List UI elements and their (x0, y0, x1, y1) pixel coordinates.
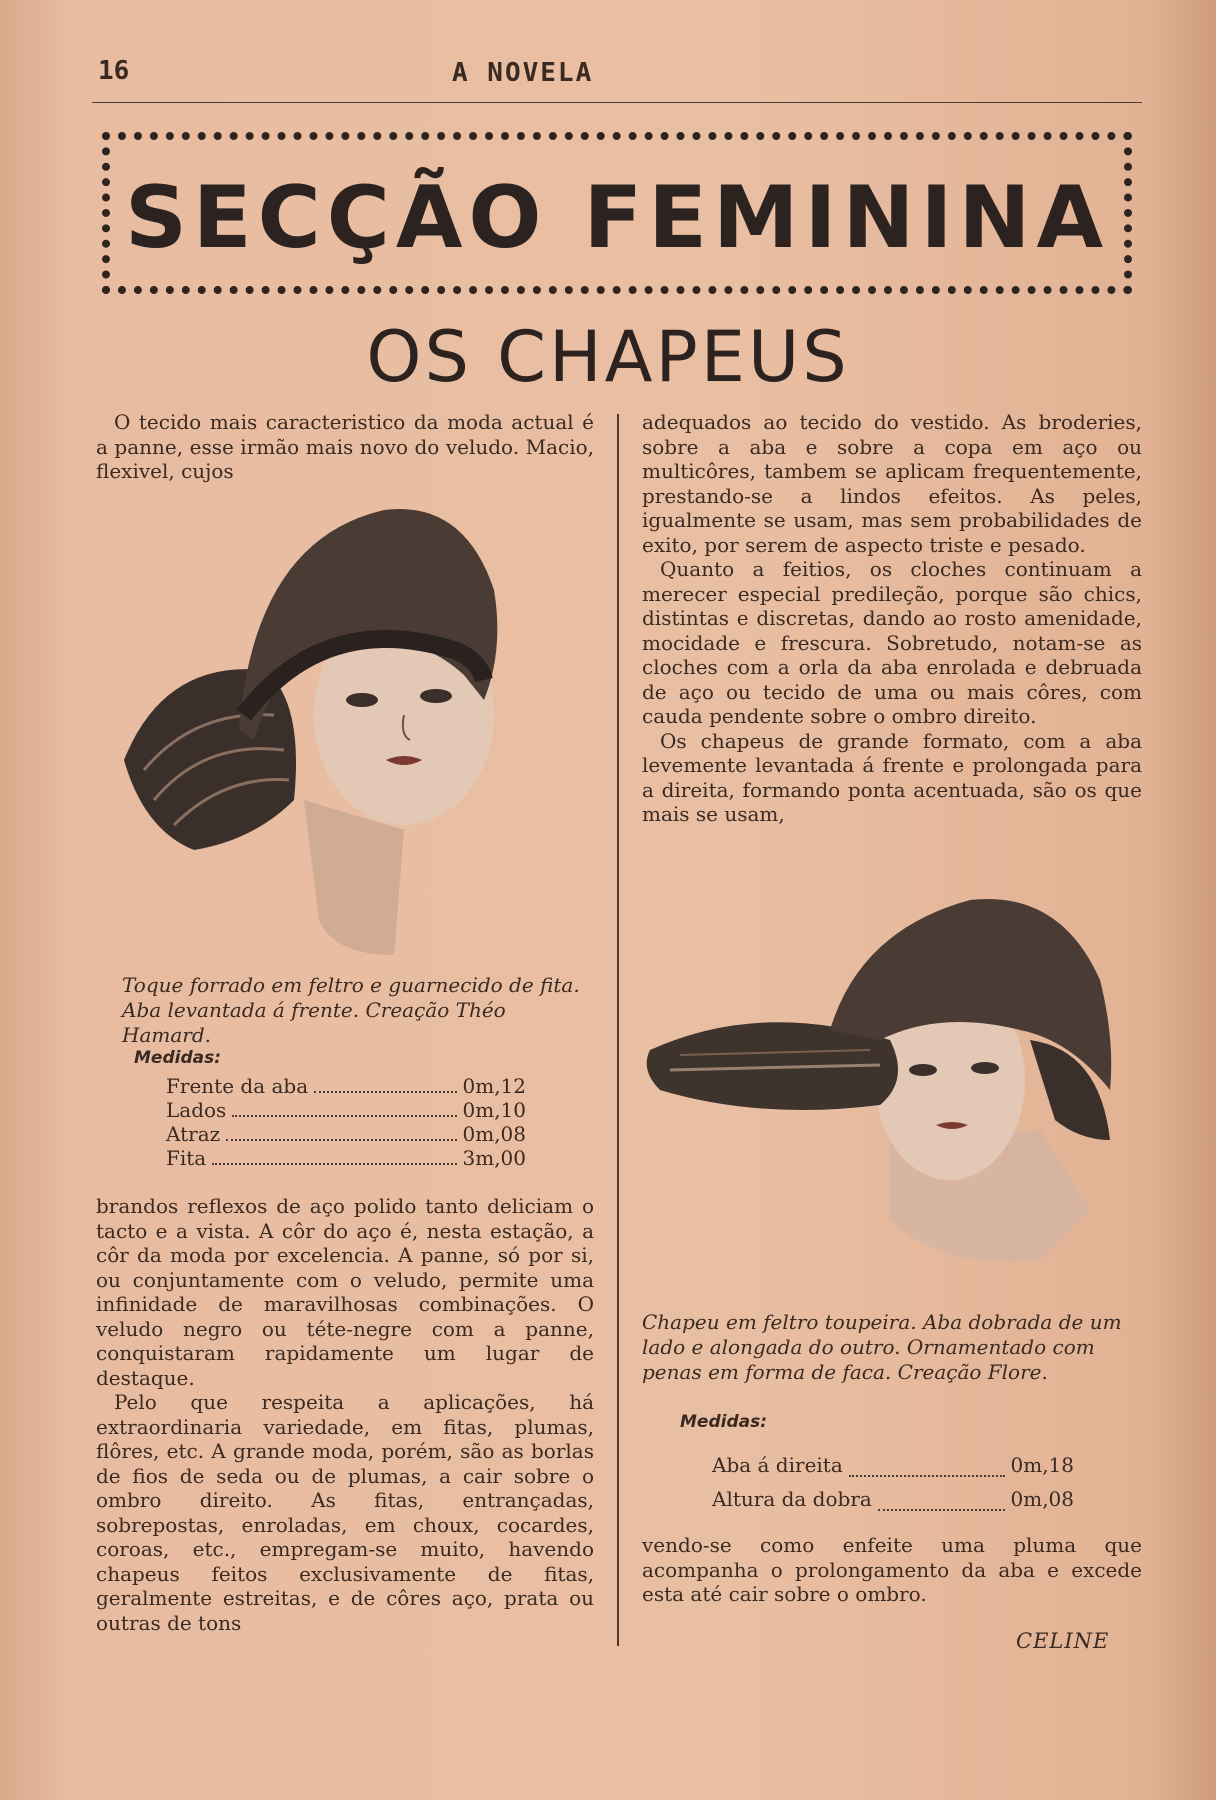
left-column-intro (96, 410, 594, 484)
figure1-medidas-label: Medidas: (134, 1048, 222, 1068)
paragraph: vendo-se como enfeite uma pluma que acompanha o prolongamento da aba e excede esta até cair sobre o ombro. (642, 1533, 1142, 1606)
measurement-row: Fita 3m,00 (166, 1146, 526, 1170)
measurement-row: Altura da dobra 0m,08 (712, 1482, 1074, 1516)
paragraph: Pelo que respeita a aplicações, há extraordinaria variedade, em fitas, plumas, flôres, etc. A grande moda, porém, são as borlas de fios de seda ou de plumas, a cair sobre o ombro direito. As fitas, entrançadas, sobrepostas, enroladas, em choux, cocardes, coroas, etc., empregam-se muito, havendo chapeus feitos exclusivamente de fitas, geralmente estreitas, e de côres aço, prata ou outras de tons (96, 1390, 594, 1635)
right-column-text (642, 410, 1142, 827)
section-banner (102, 132, 1132, 294)
paragraph: Quanto a feitios, os cloches continuam a merecer especial predileção, porque são chics, distintas e discretas, dando ao rosto amenidade, mocidade e frescura. Sobretudo, notam-se as cloches com a orla da aba enrolada e debruada de aço ou tecido de uma ou mais côres, com cauda pendente sobre o ombro direito. (642, 557, 1142, 728)
author-signature: CELINE (1016, 1629, 1110, 1653)
paragraph: brandos reflexos de aço polido tanto deliciam o tacto e a vista. A côr do aço é, nesta estação, a côr da moda por excelencia. A panne, só por si, ou conjuntamente com o veludo, permite uma infinidade de maravilhosas combinações. O veludo negro ou téte-negre com a panne, conquistaram rapidamente um lugar de destaque. (96, 1194, 594, 1390)
figure1-caption: Toque forrado em feltro e guarnecido de fita. Aba levantada á frente. Creação Théo Hamard. (122, 973, 580, 1047)
hat-illustration-chapeu (640, 890, 1140, 1280)
measurement-row: Lados 0m,10 (166, 1098, 526, 1122)
column-divider (617, 414, 619, 1646)
measurement-row: Aba á direita 0m,18 (712, 1448, 1074, 1482)
figure2-measurements (712, 1448, 1074, 1516)
journal-title: A NOVELA (452, 58, 594, 88)
right-column-end (642, 1533, 1142, 1607)
paragraph: adequados ao tecido do vestido. As broderies, sobre a aba e sobre a copa em aço ou multicôres, tambem se aplicam frequentemente, prestando-se a lindos efeitos. As peles, igualmente se usam, mas sem probabilidades de exito, por serem de aspecto triste e pesado. (642, 410, 1142, 557)
figure2-medidas-label: Medidas: (680, 1412, 768, 1432)
page-header (92, 56, 1142, 103)
page-number: 16 (98, 56, 130, 86)
measurement-row: Atraz 0m,08 (166, 1122, 526, 1146)
article-title: OS CHAPEUS (366, 316, 850, 398)
section-title: SECÇÃO FEMININA (124, 168, 1110, 268)
measurement-row: Frente da aba 0m,12 (166, 1074, 526, 1098)
left-column-continued (96, 1194, 594, 1635)
hat-illustration-toque (104, 500, 584, 960)
paragraph: Os chapeus de grande formato, com a aba levemente levantada á frente e prolongada para a direita, formando ponta acentuada, são os que mais se usam, (642, 728, 1142, 826)
figure2-caption: Chapeu em feltro toupeira. Aba dobrada de um lado e alongada do outro. Ornamentado com penas em forma de faca. Creação Flore. (642, 1310, 1122, 1384)
figure1-measurements (166, 1074, 526, 1170)
paragraph: O tecido mais caracteristico da moda actual é a panne, esse irmão mais novo do veludo. Macio, flexivel, cujos (96, 410, 594, 483)
